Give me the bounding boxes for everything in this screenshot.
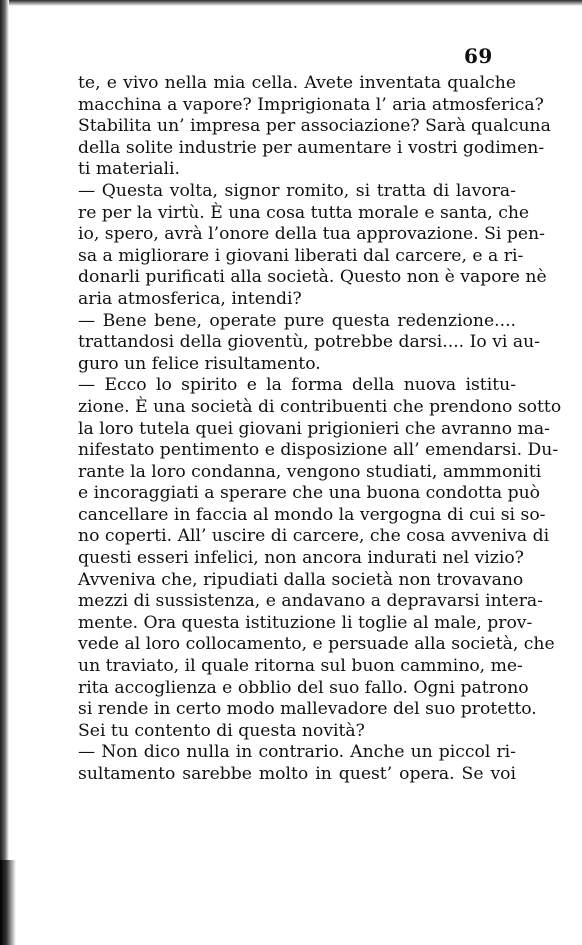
text-line: donarli purificati alla società. Questo non è vapore nè [78,267,547,288]
text-line: io, spero, avrà l’onore della tua approvazione. Si pen- [78,224,545,245]
text-line: della solite industrie per aumentare i vostri godimen- [78,137,545,158]
text-line: zione. È una società di contribuenti che prendono sotto [78,396,562,417]
text-line: sa a migliorare i giovani liberati dal carcere, e a ri- [78,245,524,266]
text-line: — Questa volta, signor romito, si tratta di lavora- [78,180,516,201]
page-number: 69 [464,44,493,68]
text-line: mente. Ora questa istituzione li toglie al male, prov- [78,612,533,633]
text-line: aria atmosferica, intendi? [78,288,302,309]
text-line: e incoraggiati a sperare che una buona condotta può [78,483,540,504]
text-line: mezzi di sussistenza, e andavano a depravarsi intera- [78,591,543,612]
text-line: sultamento sarebbe molto in quest’ opera. Se voi [78,764,516,784]
text-line: rita accoglienza e obblio del suo fallo. Ogni patrono [78,677,529,698]
text-line: ti materiali. [78,159,180,180]
text-line: un traviato, il quale ritorna sul buon cammino, me- [78,656,523,677]
body-text [78,73,562,786]
text-line: guro un felice risultamento. [78,353,321,374]
text-line: la loro tutela quei giovani prigionieri che avranno ma- [78,418,550,439]
page-binding-mark [0,860,16,945]
text-line: te, e vivo nella mia cella. Avete inventata qualche [78,73,516,93]
page-top-shadow [0,0,582,6]
text-line: nifestato pentimento e disposizione all’ emendarsi. Du- [78,440,559,461]
text-line: Sei tu contento di questa novità? [78,720,365,741]
text-line: re per la virtù. È una cosa tutta morale e santa, che [78,202,530,223]
text-line: — Bene bene, operate pure questa redenzione.... [78,310,516,331]
text-line: no coperti. All’ uscire di carcere, che cosa avveniva di [78,526,550,547]
text-line: cancellare in faccia al mondo la vergogna di cui si so- [78,504,546,525]
text-line: si rende in certo modo mallevadore del suo protetto. [78,699,537,720]
text-line: — Non dico nulla in contrario. Anche un piccol ri- [78,742,516,763]
text-line: vede al loro collocamento, e persuade alla società, che [78,634,555,655]
text-line: — Ecco lo spirito e la forma della nuova istitu- [78,375,516,396]
text-line: Stabilita un’ impresa per associazione? Sarà qualcuna [78,116,551,137]
text-line: rante la loro condanna, vengono studiati, ammmoniti [78,461,542,482]
page-left-binding-shadow [0,0,9,945]
text-line: Avveniva che, ripudiati dalla società non trovavano [78,569,524,590]
text-line: trattandosi della gioventù, potrebbe darsi.... Io vi au- [78,332,540,353]
text-line: questi esseri infelici, non ancora indurati nel vizio? [78,548,524,569]
text-line: macchina a vapore? Imprigionata l’ aria atmosferica? [78,94,544,115]
